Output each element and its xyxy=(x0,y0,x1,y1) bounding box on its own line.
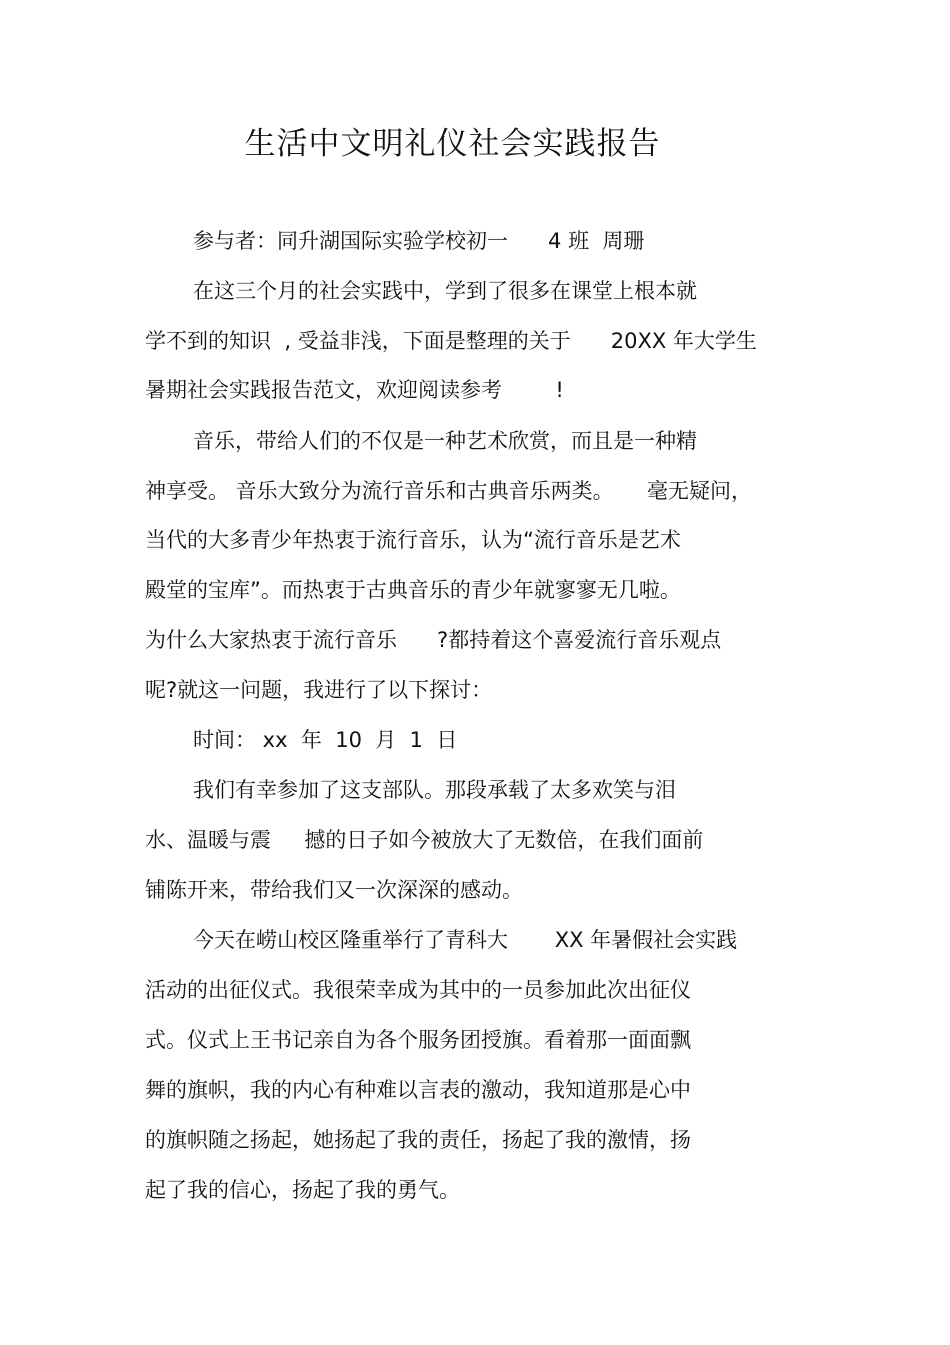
paragraph-line: 的旗帜随之扬起，她扬起了我的责任，扬起了我的激情，扬 xyxy=(145,1128,691,1152)
paragraph-line: 舞的旗帜，我的内心有种难以言表的激动，我知道那是心中 xyxy=(145,1078,691,1102)
participant-line: 参与者：同升湖国际实验学校初一 4 班 周珊 xyxy=(193,229,645,253)
paragraph-line: 我们有幸参加了这支部队。那段承载了太多欢笑与泪 xyxy=(193,778,676,802)
paragraph-line: 在这三个月的社会实践中，学到了很多在课堂上根本就 xyxy=(193,279,697,303)
paragraph-line: 为什么大家热衷于流行音乐 ?都持着这个喜爱流行音乐观点 xyxy=(145,628,722,652)
paragraph-line: 铺陈开来，带给我们又一次深深的感动。 xyxy=(145,878,523,902)
document-title: 生活中文明礼仪社会实践报告 xyxy=(244,126,661,162)
paragraph-line: 式。仪式上王书记亲自为各个服务团授旗。看着那一面面飘 xyxy=(145,1028,691,1052)
paragraph-line: 暑期社会实践报告范文，欢迎阅读参考 ! xyxy=(145,378,564,402)
paragraph-line: 音乐，带给人们的不仅是一种艺术欣赏，而且是一种精 xyxy=(193,429,697,453)
paragraph-line: 呢?就这一问题，我进行了以下探讨： xyxy=(145,678,493,702)
paragraph-line: 学不到的知识 , 受益非浅，下面是整理的关于 20XX 年大学生 xyxy=(145,329,757,353)
paragraph-line: 起了我的信心，扬起了我的勇气。 xyxy=(145,1178,460,1202)
paragraph-line: 当代的大多青少年热衷于流行音乐，认为“流行音乐是艺术 xyxy=(145,528,681,552)
paragraph-line: 今天在崂山校区隆重举行了青科大 XX 年暑假社会实践 xyxy=(193,928,738,952)
date-line: 时间： xx 年 10 月 1 日 xyxy=(193,728,458,752)
paragraph-line: 神享受。 音乐大致分为流行音乐和古典音乐两类。 毫无疑问， xyxy=(145,479,753,503)
paragraph-line: 活动的出征仪式。我很荣幸成为其中的一员参加此次出征仪 xyxy=(145,978,691,1002)
paragraph-line: 殿堂的宝库”。而热衷于古典音乐的青少年就寥寥无几啦。 xyxy=(145,578,681,602)
paragraph-line: 水、温暖与震 撼的日子如今被放大了无数倍，在我们面前 xyxy=(145,828,704,852)
